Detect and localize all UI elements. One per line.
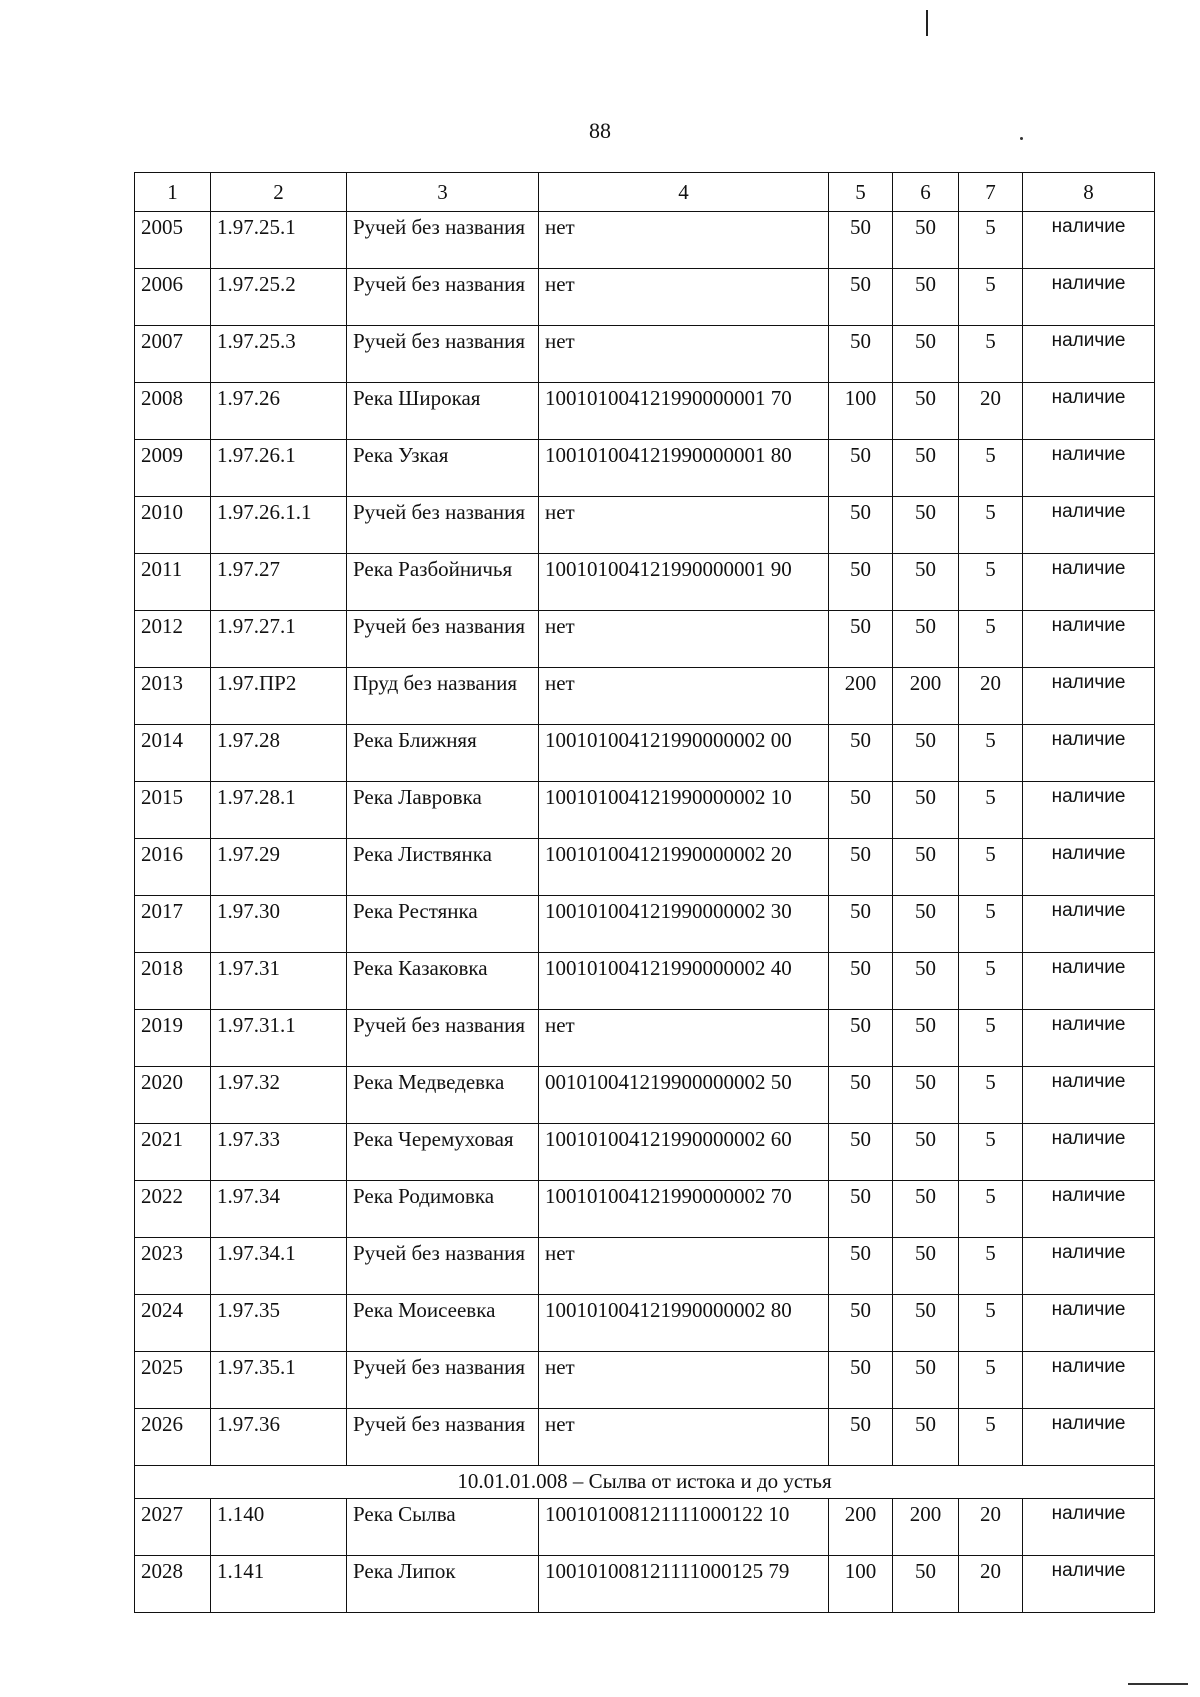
object-code: 1.97.36 — [211, 1409, 347, 1466]
object-code: 1.97.25.3 — [211, 326, 347, 383]
object-name: Река Сылва — [347, 1499, 539, 1556]
row-number: 2011 — [135, 554, 211, 611]
object-name: Ручей без названия — [347, 212, 539, 269]
table-row — [135, 839, 1155, 896]
registry-id: нет — [539, 497, 829, 554]
row-number: 2009 — [135, 440, 211, 497]
status-cell: наличие — [1023, 1181, 1155, 1238]
value-col7: 5 — [959, 269, 1023, 326]
row-number: 2017 — [135, 896, 211, 953]
value-col7: 5 — [959, 1238, 1023, 1295]
value-col6: 50 — [893, 611, 959, 668]
value-col6: 50 — [893, 497, 959, 554]
row-number: 2022 — [135, 1181, 211, 1238]
status-cell: наличие — [1023, 839, 1155, 896]
row-number: 2026 — [135, 1409, 211, 1466]
row-number: 2014 — [135, 725, 211, 782]
row-number: 2019 — [135, 1010, 211, 1067]
table-row — [135, 782, 1155, 839]
value-col5: 50 — [829, 1352, 893, 1409]
table-row — [135, 896, 1155, 953]
value-col5: 50 — [829, 269, 893, 326]
section-row — [135, 1466, 1155, 1499]
status-cell: наличие — [1023, 1124, 1155, 1181]
object-name: Река Узкая — [347, 440, 539, 497]
status-cell: наличие — [1023, 554, 1155, 611]
registry-id: нет — [539, 269, 829, 326]
table-row — [135, 1409, 1155, 1466]
value-col6: 50 — [893, 1124, 959, 1181]
table-row — [135, 1067, 1155, 1124]
status-cell: наличие — [1023, 611, 1155, 668]
value-col6: 50 — [893, 326, 959, 383]
value-col5: 50 — [829, 839, 893, 896]
registry-id: 100101004121990000002 30 — [539, 896, 829, 953]
row-number: 2020 — [135, 1067, 211, 1124]
object-name: Ручей без названия — [347, 1238, 539, 1295]
object-name: Река Казаковка — [347, 953, 539, 1010]
header-cell: 8 — [1023, 173, 1155, 212]
value-col7: 5 — [959, 326, 1023, 383]
scan-mark — [926, 10, 928, 36]
header-cell: 6 — [893, 173, 959, 212]
value-col7: 5 — [959, 725, 1023, 782]
table-row — [135, 440, 1155, 497]
value-col5: 50 — [829, 1409, 893, 1466]
object-name: Ручей без названия — [347, 497, 539, 554]
object-code: 1.97.35.1 — [211, 1352, 347, 1409]
registry-id: 100101004121990000002 10 — [539, 782, 829, 839]
value-col7: 5 — [959, 611, 1023, 668]
table-row — [135, 1352, 1155, 1409]
status-cell: наличие — [1023, 1409, 1155, 1466]
value-col5: 50 — [829, 782, 893, 839]
value-col6: 50 — [893, 1352, 959, 1409]
registry-id: нет — [539, 668, 829, 725]
status-cell: наличие — [1023, 668, 1155, 725]
status-cell: наличие — [1023, 497, 1155, 554]
registry-id: нет — [539, 611, 829, 668]
value-col5: 50 — [829, 1181, 893, 1238]
registry-id: 100101004121990000001 90 — [539, 554, 829, 611]
object-code: 1.97.25.1 — [211, 212, 347, 269]
object-name: Река Лавровка — [347, 782, 539, 839]
value-col7: 5 — [959, 1352, 1023, 1409]
value-col6: 200 — [893, 668, 959, 725]
value-col5: 50 — [829, 497, 893, 554]
value-col6: 50 — [893, 440, 959, 497]
scan-line — [1128, 1683, 1188, 1685]
object-name: Ручей без названия — [347, 1010, 539, 1067]
value-col7: 5 — [959, 1181, 1023, 1238]
value-col7: 20 — [959, 1499, 1023, 1556]
value-col5: 50 — [829, 440, 893, 497]
table-row — [135, 326, 1155, 383]
object-code: 1.97.28.1 — [211, 782, 347, 839]
table-row — [135, 554, 1155, 611]
row-number: 2010 — [135, 497, 211, 554]
object-code: 1.97.35 — [211, 1295, 347, 1352]
value-col7: 5 — [959, 1124, 1023, 1181]
value-col5: 50 — [829, 1295, 893, 1352]
table-row — [135, 497, 1155, 554]
row-number: 2013 — [135, 668, 211, 725]
table-row — [135, 1181, 1155, 1238]
value-col5: 50 — [829, 554, 893, 611]
value-col5: 50 — [829, 953, 893, 1010]
value-col7: 5 — [959, 953, 1023, 1010]
value-col7: 5 — [959, 1067, 1023, 1124]
status-cell: наличие — [1023, 1067, 1155, 1124]
header-cell: 3 — [347, 173, 539, 212]
object-code: 1.97.31.1 — [211, 1010, 347, 1067]
object-name: Ручей без названия — [347, 269, 539, 326]
value-col6: 50 — [893, 782, 959, 839]
registry-id: нет — [539, 212, 829, 269]
table-row — [135, 668, 1155, 725]
value-col5: 50 — [829, 326, 893, 383]
table-row — [135, 1499, 1155, 1556]
value-col5: 50 — [829, 725, 893, 782]
row-number: 2018 — [135, 953, 211, 1010]
status-cell: наличие — [1023, 326, 1155, 383]
status-cell: наличие — [1023, 953, 1155, 1010]
value-col5: 50 — [829, 896, 893, 953]
object-code: 1.97.27.1 — [211, 611, 347, 668]
value-col7: 5 — [959, 1010, 1023, 1067]
row-number: 2023 — [135, 1238, 211, 1295]
status-cell: наличие — [1023, 1295, 1155, 1352]
header-row — [135, 173, 1155, 212]
row-number: 2016 — [135, 839, 211, 896]
registry-id: нет — [539, 1010, 829, 1067]
object-code: 1.97.30 — [211, 896, 347, 953]
table-row — [135, 725, 1155, 782]
value-col6: 200 — [893, 1499, 959, 1556]
registry-id: 100101004121990000001 70 — [539, 383, 829, 440]
registry-id: 100101004121990000002 20 — [539, 839, 829, 896]
value-col7: 20 — [959, 1556, 1023, 1613]
value-col7: 5 — [959, 782, 1023, 839]
row-number: 2005 — [135, 212, 211, 269]
object-name: Река Черемуховая — [347, 1124, 539, 1181]
header-cell: 4 — [539, 173, 829, 212]
object-code: 1.97.32 — [211, 1067, 347, 1124]
value-col6: 50 — [893, 212, 959, 269]
row-number: 2012 — [135, 611, 211, 668]
object-code: 1.97.31 — [211, 953, 347, 1010]
table-row — [135, 1556, 1155, 1613]
object-code: 1.97.33 — [211, 1124, 347, 1181]
value-col6: 50 — [893, 1295, 959, 1352]
value-col6: 50 — [893, 269, 959, 326]
header-cell: 1 — [135, 173, 211, 212]
status-cell: наличие — [1023, 1556, 1155, 1613]
value-col5: 100 — [829, 383, 893, 440]
registry-id: 100101004121990000002 70 — [539, 1181, 829, 1238]
value-col6: 50 — [893, 953, 959, 1010]
row-number: 2027 — [135, 1499, 211, 1556]
value-col6: 50 — [893, 1556, 959, 1613]
status-cell: наличие — [1023, 383, 1155, 440]
value-col6: 50 — [893, 1067, 959, 1124]
registry-id: нет — [539, 1238, 829, 1295]
value-col6: 50 — [893, 383, 959, 440]
object-name: Ручей без названия — [347, 1409, 539, 1466]
object-code: 1.97.27 — [211, 554, 347, 611]
table-row — [135, 953, 1155, 1010]
value-col7: 20 — [959, 668, 1023, 725]
value-col7: 5 — [959, 212, 1023, 269]
object-name: Река Рестянка — [347, 896, 539, 953]
object-name: Река Липок — [347, 1556, 539, 1613]
value-col5: 50 — [829, 212, 893, 269]
row-number: 2015 — [135, 782, 211, 839]
table-row — [135, 383, 1155, 440]
registry-id: 100101004121990000002 60 — [539, 1124, 829, 1181]
status-cell: наличие — [1023, 1010, 1155, 1067]
row-number: 2025 — [135, 1352, 211, 1409]
status-cell: наличие — [1023, 782, 1155, 839]
registry-id: 100101004121990000001 80 — [539, 440, 829, 497]
registry-id: 001010041219900000002 50 — [539, 1067, 829, 1124]
table-row — [135, 1124, 1155, 1181]
table-row — [135, 1295, 1155, 1352]
registry-id: 100101008121111000122 10 — [539, 1499, 829, 1556]
value-col6: 50 — [893, 725, 959, 782]
object-code: 1.97.29 — [211, 839, 347, 896]
value-col7: 5 — [959, 1295, 1023, 1352]
row-number: 2008 — [135, 383, 211, 440]
object-code: 1.97.26.1 — [211, 440, 347, 497]
status-cell: наличие — [1023, 725, 1155, 782]
value-col7: 5 — [959, 497, 1023, 554]
table-row — [135, 1238, 1155, 1295]
value-col6: 50 — [893, 554, 959, 611]
registry-id: 100101004121990000002 80 — [539, 1295, 829, 1352]
status-cell: наличие — [1023, 269, 1155, 326]
object-name: Пруд без названия — [347, 668, 539, 725]
object-name: Река Листвянка — [347, 839, 539, 896]
row-number: 2024 — [135, 1295, 211, 1352]
value-col6: 50 — [893, 839, 959, 896]
value-col5: 50 — [829, 1124, 893, 1181]
object-name: Ручей без названия — [347, 611, 539, 668]
object-code: 1.140 — [211, 1499, 347, 1556]
value-col7: 5 — [959, 1409, 1023, 1466]
object-code: 1.97.26.1.1 — [211, 497, 347, 554]
status-cell: наличие — [1023, 212, 1155, 269]
object-code: 1.97.25.2 — [211, 269, 347, 326]
status-cell: наличие — [1023, 896, 1155, 953]
value-col6: 50 — [893, 1181, 959, 1238]
object-code: 1.141 — [211, 1556, 347, 1613]
object-name: Река Разбойничья — [347, 554, 539, 611]
status-cell: наличие — [1023, 440, 1155, 497]
object-code: 1.97.ПР2 — [211, 668, 347, 725]
value-col5: 50 — [829, 1010, 893, 1067]
object-name: Река Медведевка — [347, 1067, 539, 1124]
value-col6: 50 — [893, 1238, 959, 1295]
registry-id: нет — [539, 1352, 829, 1409]
row-number: 2021 — [135, 1124, 211, 1181]
row-number: 2006 — [135, 269, 211, 326]
value-col7: 5 — [959, 896, 1023, 953]
object-name: Река Ближняя — [347, 725, 539, 782]
value-col5: 50 — [829, 611, 893, 668]
header-cell: 5 — [829, 173, 893, 212]
object-name: Река Моисеевка — [347, 1295, 539, 1352]
table-row — [135, 269, 1155, 326]
value-col6: 50 — [893, 1409, 959, 1466]
table-row — [135, 212, 1155, 269]
object-code: 1.97.34 — [211, 1181, 347, 1238]
header-cell: 2 — [211, 173, 347, 212]
registry-id: 100101004121990000002 40 — [539, 953, 829, 1010]
value-col5: 200 — [829, 1499, 893, 1556]
registry-id: 100101008121111000125 79 — [539, 1556, 829, 1613]
register-table — [134, 172, 1155, 1613]
value-col7: 20 — [959, 383, 1023, 440]
value-col7: 5 — [959, 554, 1023, 611]
registry-id: нет — [539, 1409, 829, 1466]
status-cell: наличие — [1023, 1352, 1155, 1409]
status-cell: наличие — [1023, 1238, 1155, 1295]
row-number: 2028 — [135, 1556, 211, 1613]
value-col5: 50 — [829, 1067, 893, 1124]
table-row — [135, 611, 1155, 668]
object-name: Ручей без названия — [347, 1352, 539, 1409]
row-number: 2007 — [135, 326, 211, 383]
object-name: Река Широкая — [347, 383, 539, 440]
value-col6: 50 — [893, 896, 959, 953]
object-code: 1.97.34.1 — [211, 1238, 347, 1295]
page-number: 88 — [589, 118, 611, 143]
object-name: Ручей без названия — [347, 326, 539, 383]
object-code: 1.97.26 — [211, 383, 347, 440]
object-name: Река Родимовка — [347, 1181, 539, 1238]
value-col7: 5 — [959, 440, 1023, 497]
value-col5: 50 — [829, 1238, 893, 1295]
table-row — [135, 1010, 1155, 1067]
registry-id: нет — [539, 326, 829, 383]
status-cell: наличие — [1023, 1499, 1155, 1556]
header-cell: 7 — [959, 173, 1023, 212]
section-label: 10.01.01.008 – Сылва от истока и до устья — [135, 1466, 1155, 1499]
value-col7: 5 — [959, 839, 1023, 896]
value-col5: 200 — [829, 668, 893, 725]
value-col6: 50 — [893, 1010, 959, 1067]
registry-id: 100101004121990000002 00 — [539, 725, 829, 782]
value-col5: 100 — [829, 1556, 893, 1613]
object-code: 1.97.28 — [211, 725, 347, 782]
